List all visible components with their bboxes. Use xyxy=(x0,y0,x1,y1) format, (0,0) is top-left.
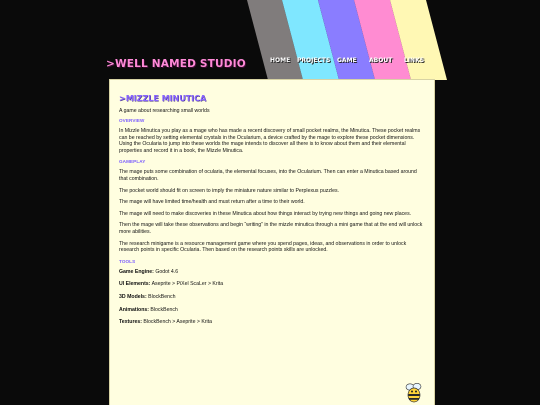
overview-heading: OVERVIEW xyxy=(119,118,145,123)
site-title[interactable]: >WELL NAMED STUDIO xyxy=(106,58,246,70)
tool-label: Animations: xyxy=(119,306,149,313)
nav-game[interactable]: GAME xyxy=(337,57,357,64)
nav-home[interactable]: HOME xyxy=(270,57,291,64)
content-panel xyxy=(109,79,435,405)
bee-icon xyxy=(402,381,426,405)
nav-links[interactable]: LINKS xyxy=(404,57,425,64)
tool-value: Godot 4.6 xyxy=(153,268,179,275)
gameplay-paragraph: The research minigame is a resource management game where you spend pages, ideas, and observations in order to unlock research points in specific Ocularia. Then based on the research points skills are unlocked. xyxy=(119,240,407,254)
tool-3d-models xyxy=(119,294,425,301)
tool-textures xyxy=(119,319,425,326)
gameplay-heading: GAMEPLAY xyxy=(119,159,146,165)
tool-label: Textures: xyxy=(119,319,142,326)
tagline: A game about researching small worlds xyxy=(119,108,210,114)
nav-about[interactable]: ABOUT xyxy=(369,57,393,64)
tool-label: UI Elements: xyxy=(119,281,151,288)
tool-value: BlockBench > Aseprite > Krita xyxy=(141,319,213,326)
tool-label: 3D Models: xyxy=(119,293,147,300)
page-title: >MIZZLE MINUTICA xyxy=(119,94,207,103)
gameplay-paragraph: The pocket world should fit on screen to imply the miniature nature similar to Perplexus puzzles. xyxy=(119,187,339,194)
tool-value: Aseprite > PiXel ScaLer > Krita xyxy=(150,281,224,288)
header-stripes xyxy=(0,0,540,80)
nav-projects[interactable]: PROJECTS xyxy=(297,57,331,64)
tool-game-engine xyxy=(119,269,425,276)
gameplay-paragraph: The mage will need to make discoveries in these Minutica about how things interact by trying new things and going new places. xyxy=(119,210,412,217)
main-nav xyxy=(264,57,436,67)
tools-heading: TOOLS xyxy=(119,258,136,264)
tool-ui-elements xyxy=(119,281,425,288)
gameplay-paragraph: Then the mage will take these observations and begin “writing” in the mizzle minutica through a mini game that at the end will unlock more abilities. xyxy=(119,222,423,235)
tool-value: BlockBench xyxy=(146,293,176,300)
tool-label: Game Engine: xyxy=(119,268,154,275)
gameplay-paragraph: The mage puts some combination of ocularia, the elemental focuses, into the Ocularium. Then can enter a Minutica based around that combination. xyxy=(119,169,417,182)
gameplay-paragraph: The mage will have limited time/health and must return after a time to their world. xyxy=(119,199,305,206)
overview-text: In Mizzle Minutica you play as a mage who has made a recent discovery of small pocket realms, the Minutica. These pocket realms can be reached by setting elemental crystals in the Ocularium, a device crafted by the mage to explore these pocket dimensions. Using the Ocularia to jump into these worlds the mage intends to discover all there is to know about them and their elemental properties and record it in a book, the Mizzle Minutica. xyxy=(119,128,421,154)
tool-value: BlockBench xyxy=(148,306,178,313)
tool-animations xyxy=(119,307,425,314)
